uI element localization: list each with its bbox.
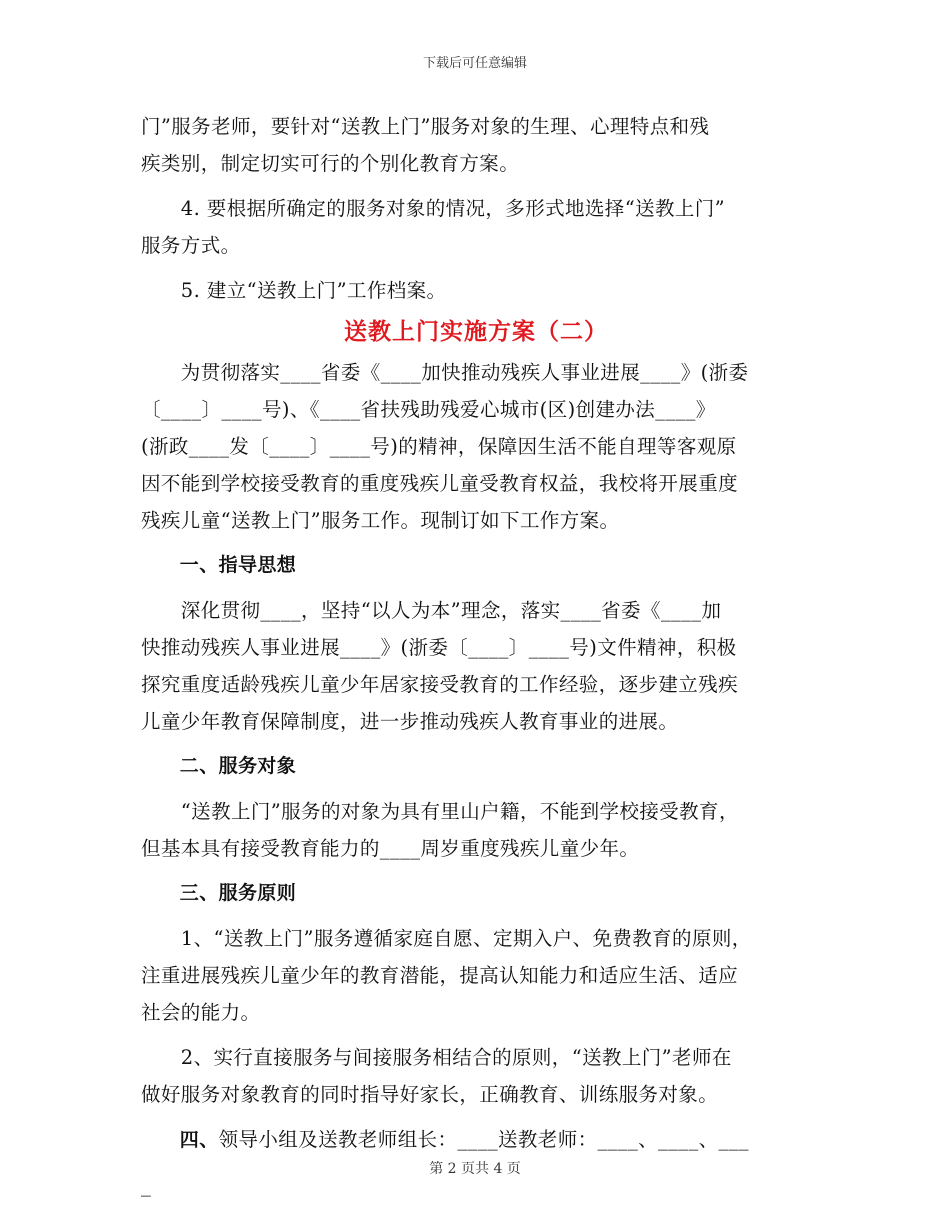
paragraph-principle-2: [141, 1039, 811, 1113]
paragraph-continued: [141, 108, 811, 182]
text-line: (浙政____发〔____〕____号)的精神，保障因生活不能自理等客观原: [141, 435, 737, 458]
text-line: 因不能到学校接受教育的重度残疾儿童受教育权益，我校将开展重度: [141, 472, 739, 495]
paragraph-guiding-ideology: [141, 592, 811, 740]
paragraph-principle-1: [141, 920, 811, 1031]
text-line: 〔____〕____号)、《____省扶残助残爱心城市(区)创建办法____》: [141, 398, 716, 421]
text-line: 服务方式。: [141, 234, 241, 257]
page-footer: 第 2 页共 4 页: [429, 1161, 521, 1177]
text-line: 5. 建立“送教上门”工作档案。: [141, 279, 447, 302]
text-line: 门”服务老师，要针对“送教上门”服务对象的生理、心理特点和残: [141, 115, 710, 138]
text-line: 社会的能力。: [141, 1001, 261, 1024]
page-header: 下载后可任意编辑: [422, 56, 527, 71]
text-line: 儿童少年教育保障制度，进一步推动残疾人教育事业的进展。: [141, 710, 679, 733]
heading-leadership-prefix: 四、: [141, 1129, 219, 1151]
text-line: 2、实行直接服务与间接服务相结合的原则，“送教上门”老师在: [141, 1046, 732, 1069]
heading-service-principles: 三、服务原则: [141, 882, 297, 904]
text-line: 探究重度适龄残疾儿童少年居家接受教育的工作经验，逐步建立残疾: [141, 673, 739, 696]
paragraph-leadership-group: [141, 1121, 811, 1159]
paragraph-item-4: [141, 190, 811, 264]
text-line: 4. 要根据所确定的服务对象的情况，多形式地选择“送教上门”: [141, 197, 726, 220]
section-title: 送教上门实施方案（二）: [344, 318, 608, 345]
heading-service-target: 二、服务对象: [141, 755, 297, 777]
text-line: 1、“送教上门”服务遵循家庭自愿、定期入户、免费教育的原则，: [141, 927, 752, 950]
paragraph-service-target: [141, 793, 811, 867]
document-body: [141, 108, 811, 1204]
text-line: “送教上门”服务的对象为具有里山户籍，不能到学校接受教育，: [141, 800, 739, 823]
text-line: 快推动残疾人事业进展____》(浙委〔____〕____号)文件精神，积极: [141, 636, 737, 659]
heading-guiding-ideology: 一、指导思想: [141, 554, 297, 576]
text-line-underscore: _: [141, 1174, 152, 1197]
text-line: 做好服务对象教育的同时指导好家长，正确教育、训练服务对象。: [141, 1083, 719, 1106]
text-line: 为贯彻落实____省委《____加快推动残疾人事业进展____》(浙委: [141, 361, 749, 384]
paragraph-intro: [141, 354, 811, 539]
text-line: 疾类别，制定切实可行的个别化教育方案。: [141, 152, 520, 175]
text-line: 但基本具有接受教育能力的____周岁重度残疾儿童少年。: [141, 837, 640, 860]
paragraph-item-5: [141, 272, 811, 309]
text-line: 注重进展残疾儿童少年的教育潜能，提高认知能力和适应生活、适应: [141, 964, 739, 987]
text-line: 深化贯彻____，坚持“以人为本”理念，落实____省委《____加: [141, 599, 722, 622]
text-line: 残疾儿童“送教上门”服务工作。现制订如下工作方案。: [141, 509, 620, 532]
text-leadership: 领导小组及送教老师组长：____送教老师：____、____、___: [218, 1128, 749, 1151]
